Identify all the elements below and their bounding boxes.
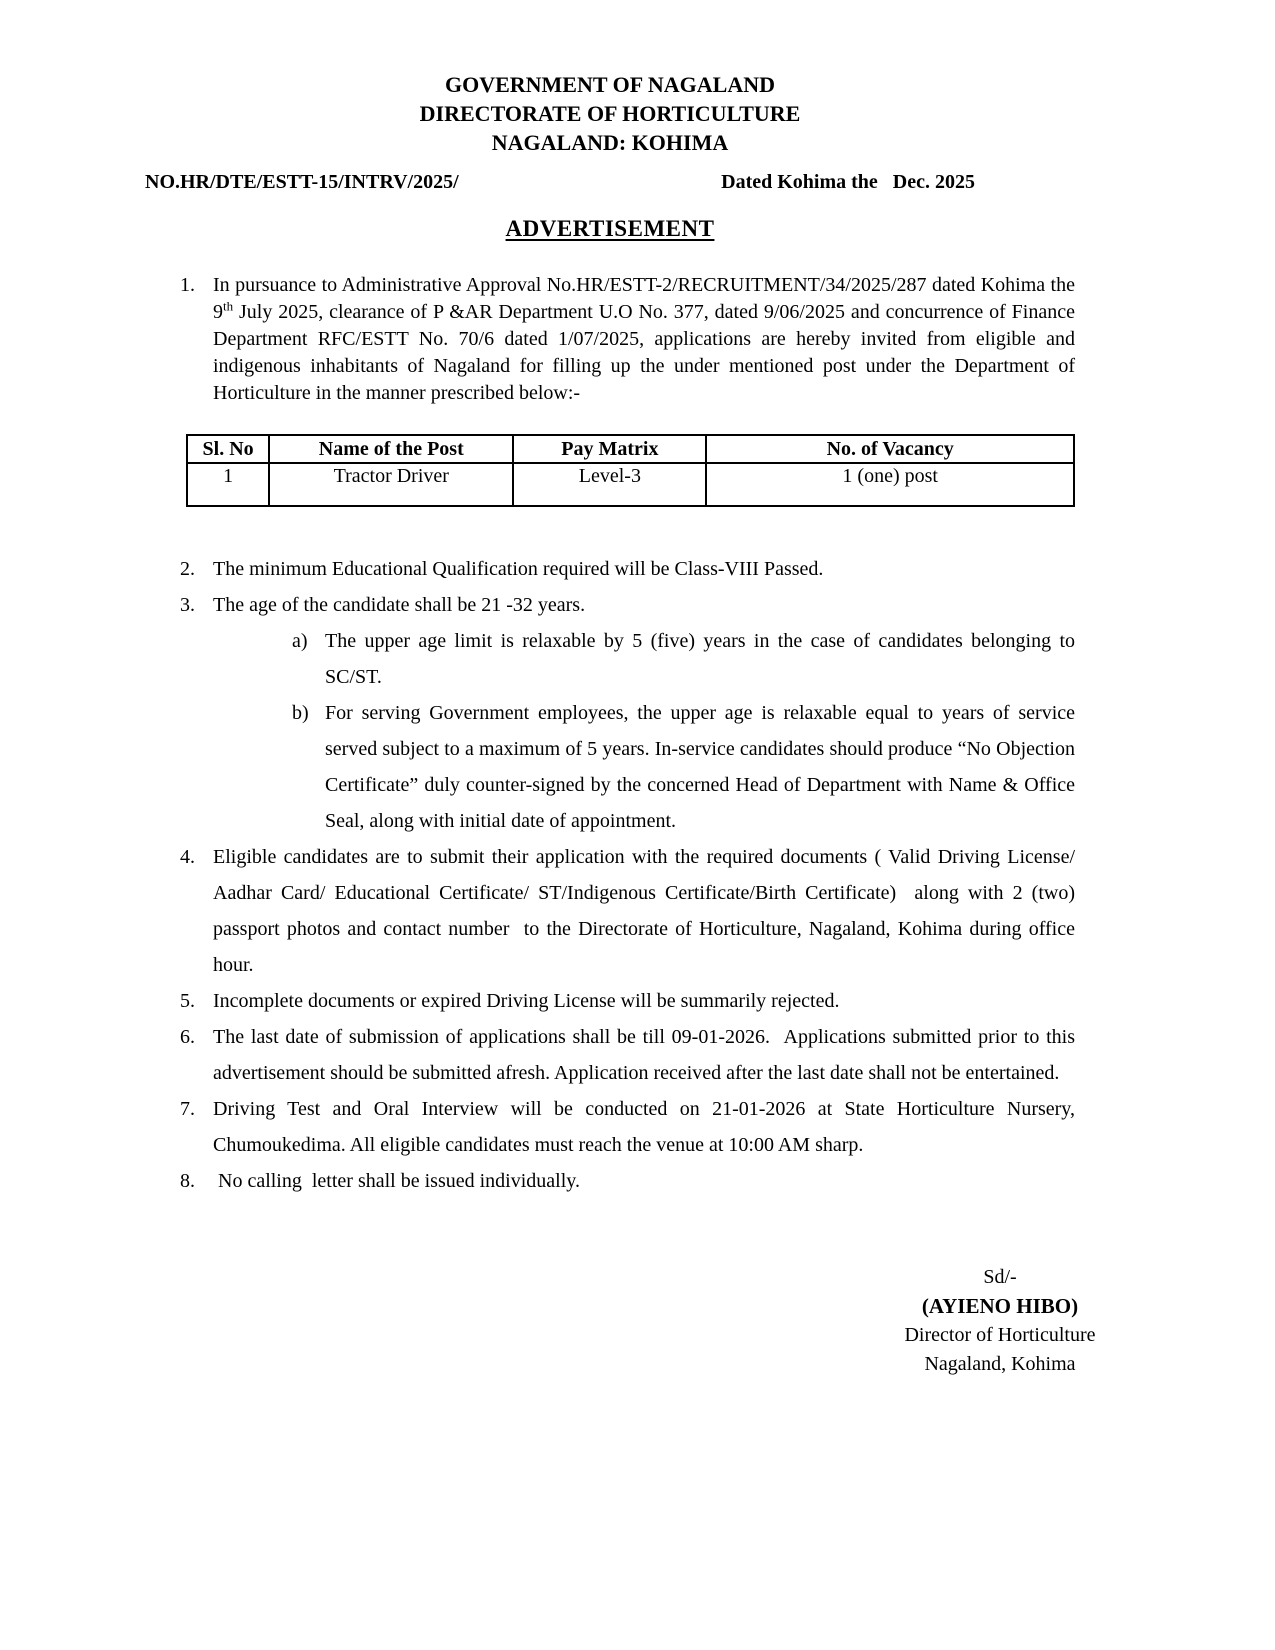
list-item-3-number: 3. (180, 594, 195, 616)
column-header-post-name: Name of the Post (269, 435, 513, 463)
list-item-1-text-b: July 2025, clearance of P &AR Department U.O No. 377, dated 9/06/2025 and concurrence of Finance Department RFC/ESTT No. 70/6 dated 1/07/2025, applications are hereby invited from eligible and indigenous inhabitants of Nagaland for filling up the under mentioned post under the Department of Horticulture in the manner prescribed below:- (213, 301, 1075, 404)
sub-item-b-text: For serving Government employees, the upper age is relaxable equal to years of service served subject to a maximum of 5 years. In-service candidates should produce “No Objection Certificate” duly counter-signed by the concerned Head of Department with Name & Office Seal, along with initial date of appointment. (325, 702, 1075, 832)
list-item-1 (145, 272, 1075, 407)
signature-block (850, 1263, 1150, 1379)
table-row (187, 463, 1074, 506)
list-item-6-text: The last date of submission of applications shall be till 09-01-2026. Applications submitted prior to this advertisement should be submitted afresh. Application received after the last date shall not be entertained. (213, 1026, 1075, 1084)
list-item-7-text: Driving Test and Oral Interview will be conducted on 21-01-2026 at State Horticulture Nursery, Chumoukedima. All eligible candidates must reach the venue at 10:00 AM sharp. (213, 1098, 1075, 1156)
date-line: Dated Kohima the Dec. 2025 (721, 171, 975, 193)
column-header-pay-matrix: Pay Matrix (513, 435, 706, 463)
sub-item-a-text: The upper age limit is relaxable by 5 (five) years in the case of candidates belonging to SC/ST. (325, 630, 1075, 688)
list-item-8 (145, 1163, 1075, 1199)
list-item-3 (145, 587, 1075, 623)
sub-item-b-marker: b) (292, 702, 309, 724)
list-item-4-number: 4. (180, 846, 195, 868)
list-item-8-text: No calling letter shall be issued individually. (213, 1170, 580, 1192)
advertisement-title-wrap (145, 216, 1075, 242)
list-item-6-number: 6. (180, 1026, 195, 1048)
list-item-2 (145, 551, 1075, 587)
signatory-title: Director of Horticulture (904, 1324, 1096, 1346)
vacancy-table-header-row (187, 435, 1074, 463)
advertisement-title: ADVERTISEMENT (505, 216, 715, 241)
signature-sd: Sd/- (983, 1266, 1017, 1288)
sub-item-a-marker: a) (292, 630, 308, 652)
list-item-5 (145, 983, 1075, 1019)
list-item-4 (145, 839, 1075, 983)
reference-number: NO.HR/DTE/ESTT-15/INTRV/2025/ (145, 171, 459, 193)
signatory-place: Nagaland, Kohima (924, 1353, 1076, 1375)
list-item-1-number: 1. (180, 274, 195, 296)
column-header-sl-no: Sl. No (187, 435, 269, 463)
list-item-6 (145, 1019, 1075, 1091)
signatory-name: (AYIENO HIBO) (921, 1294, 1079, 1318)
cell-sl-no: 1 (187, 463, 269, 506)
list-item-3-text: The age of the candidate shall be 21 -32 years. (213, 594, 586, 616)
reference-row (145, 171, 1075, 194)
letterhead (145, 70, 1075, 157)
conditions-list (145, 551, 1075, 1199)
list-item-7-number: 7. (180, 1098, 195, 1120)
list-item-2-text: The minimum Educational Qualification required will be Class-VIII Passed. (213, 558, 824, 580)
cell-pay-matrix: Level-3 (513, 463, 706, 506)
ordinal-superscript: th (223, 298, 234, 314)
cell-post-name: Tractor Driver (269, 463, 513, 506)
letterhead-location: NAGALAND: KOHIMA (491, 130, 729, 155)
list-item-8-number: 8. (180, 1170, 195, 1192)
list-item-2-number: 2. (180, 558, 195, 580)
column-header-vacancy: No. of Vacancy (706, 435, 1074, 463)
list-item-1-text (213, 272, 1075, 407)
sub-item-a (145, 623, 1075, 695)
letterhead-government: GOVERNMENT OF NAGALAND (444, 72, 775, 97)
letterhead-directorate: DIRECTORATE OF HORTICULTURE (419, 101, 801, 126)
sub-item-b (145, 695, 1075, 839)
list-item-4-text: Eligible candidates are to submit their application with the required documents ( Valid Driving License/ Aadhar Card/ Educational Certificate/ ST/Indigenous Certificate/Birth Certificate) along with 2 (two) passport photos and contact number to the Directorate of Horticulture, Nagaland, Kohima during office hour. (213, 846, 1075, 976)
list-item-5-text: Incomplete documents or expired Driving License will be summarily rejected. (213, 990, 840, 1012)
vacancy-table (186, 434, 1075, 507)
list-item-1-text-a: In pursuance to Administrative Approval No.HR/ESTT-2/RECRUITMENT/34/2025/287 dated Kohima the 9 (213, 274, 1075, 323)
list-item-7 (145, 1091, 1075, 1163)
list-item-5-number: 5. (180, 990, 195, 1012)
cell-vacancy: 1 (one) post (706, 463, 1074, 506)
